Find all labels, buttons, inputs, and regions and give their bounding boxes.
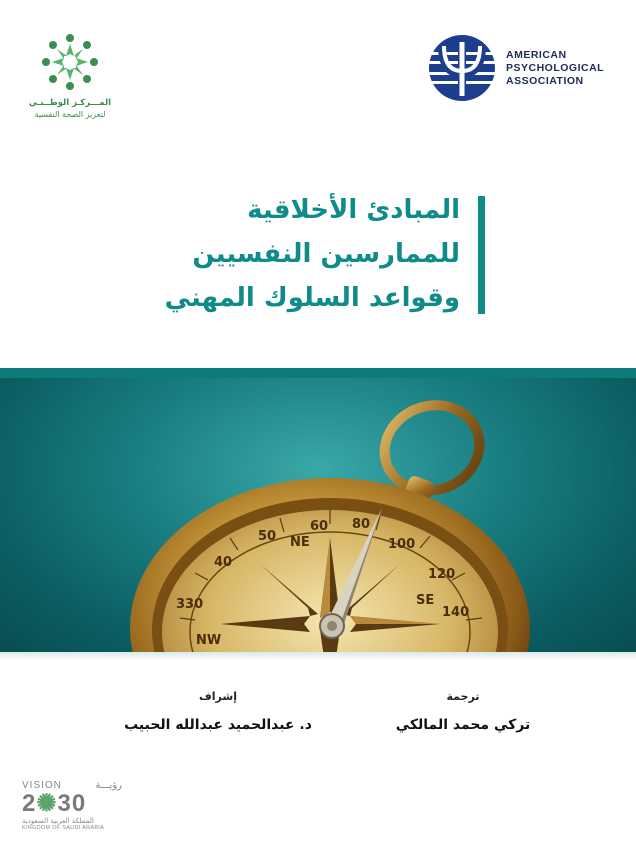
apa-wordmark: [506, 49, 604, 88]
vision-label-en: VISION: [22, 780, 62, 791]
dial-label: 140: [442, 605, 470, 620]
dial-label: SE: [416, 593, 435, 608]
dial-label: 330: [176, 597, 204, 612]
apa-line3: ASSOCIATION: [506, 74, 584, 87]
psi-globe-icon: [428, 34, 496, 102]
band-top-stripe: [0, 368, 636, 378]
book-title: [165, 188, 460, 320]
apa-line1: AMERICAN: [506, 48, 567, 61]
center-logo-line1: المـــركـز الوطــنـي: [28, 98, 112, 108]
vision-2030-logo: [22, 780, 122, 831]
vision-label-ar: رؤيـــة: [95, 780, 122, 791]
dial-label: NW: [196, 633, 222, 648]
dial-label: 40: [214, 555, 233, 570]
national-center-logo: [22, 30, 118, 119]
star-ring-icon: [38, 30, 102, 94]
supervisor-name: د. عبدالحميد عبدالله الحبيب: [124, 717, 312, 733]
kingdom-name-ar: المملكة العربية السعودية: [22, 817, 94, 825]
title-line-3: وقواعد السلوك المهني: [164, 283, 460, 313]
translator-role: ترجمة: [446, 690, 480, 703]
band-bottom-fade: [0, 652, 636, 660]
vision-year-b: 30: [57, 790, 87, 817]
vision-year-a: 2: [22, 790, 37, 817]
vision-year: [22, 791, 122, 817]
center-logo-line2: لتعزيز الصحة النفسية: [34, 110, 106, 119]
title-accent-bar: [478, 196, 485, 314]
dial-label: 120: [428, 567, 456, 582]
vision-dots-icon: ✺: [36, 790, 58, 817]
cover-image-band: [0, 368, 636, 658]
compass-icon: [120, 368, 540, 658]
translator-name: تركي محمد المالكي: [395, 717, 531, 733]
dial-label: NE: [290, 535, 310, 550]
dial-label: 50: [258, 529, 277, 544]
kingdom-name-en: KINGDOM OF SAUDI ARABIA: [22, 825, 105, 831]
supervisor-role: إشراف: [199, 690, 237, 703]
dial-label: 80: [352, 517, 371, 532]
dial-label: 100: [388, 537, 416, 552]
title-line-1: المبادئ الأخلاقية: [247, 195, 460, 225]
title-line-2: للممارسين النفسيين: [192, 239, 460, 269]
apa-logo: [428, 34, 604, 102]
supervisor-credit: [98, 690, 338, 733]
translator-credit: [368, 690, 558, 733]
apa-line2: PSYCHOLOGICAL: [506, 61, 605, 74]
dial-label: 60: [310, 519, 329, 534]
